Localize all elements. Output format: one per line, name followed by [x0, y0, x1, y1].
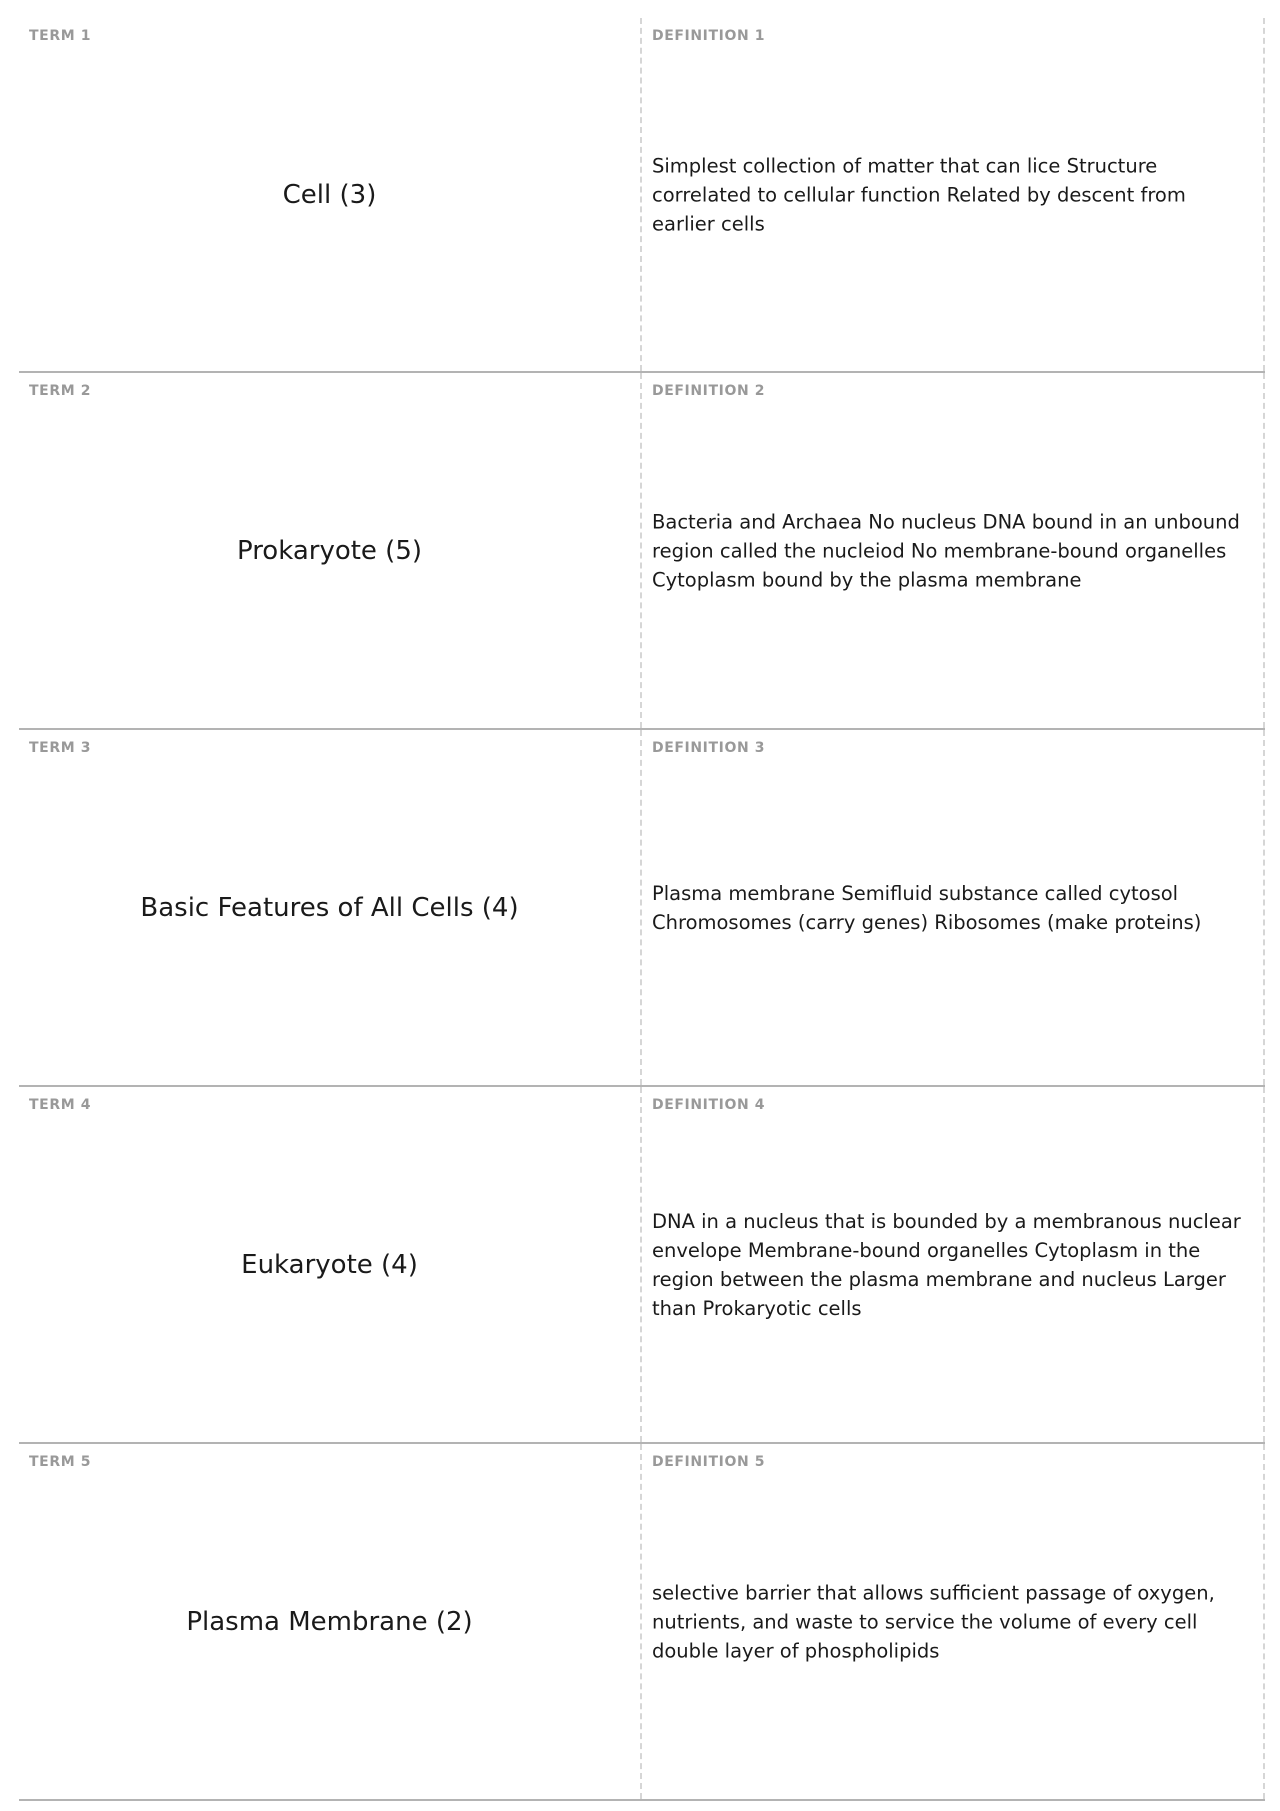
definition-text: Bacteria and Archaea No nucleus DNA bound in an unbound region called the nucleiod No membrane-bound organelles Cytoplasm bound by the plasma membrane	[652, 510, 1240, 591]
flashcard-sheet	[19, 18, 1265, 1801]
flashcard-row-4	[19, 1087, 1265, 1444]
definition-cell	[642, 1444, 1265, 1799]
definition-cell	[642, 18, 1265, 371]
definition-cell	[642, 373, 1265, 728]
term-number-label: TERM 3	[29, 740, 92, 756]
definition-number-label: DEFINITION 4	[652, 1097, 766, 1113]
term-cell	[19, 1444, 642, 1799]
definition-text: Simplest collection of matter that can lice Structure correlated to cellular function Related by descent from earlier cells	[652, 154, 1186, 235]
flashcard-row-3	[19, 730, 1265, 1087]
term-number-label: TERM 4	[29, 1097, 92, 1113]
flashcard-row-5	[19, 1444, 1265, 1801]
term-text: Basic Features of All Cells (4)	[140, 892, 519, 923]
definition-number-label: DEFINITION 2	[652, 383, 766, 399]
term-text: Prokaryote (5)	[236, 535, 423, 566]
definition-cell	[642, 730, 1265, 1085]
term-text: Plasma Membrane (2)	[186, 1606, 473, 1637]
definition-text: selective barrier that allows sufficient passage of oxygen, nutrients, and waste to service the volume of every cell double layer of phospholipids	[652, 1581, 1215, 1662]
term-cell	[19, 730, 642, 1085]
definition-cell	[642, 1087, 1265, 1442]
flashcard-row-2	[19, 373, 1265, 730]
definition-text: DNA in a nucleus that is bounded by a membranous nuclear envelope Membrane-bound organelles Cytoplasm in the region between the plasma membrane and nucleus Larger than Prokaryotic cells	[652, 1209, 1241, 1320]
definition-number-label: DEFINITION 5	[652, 1454, 766, 1470]
term-number-label: TERM 5	[29, 1454, 92, 1470]
definition-text: Plasma membrane Semifluid substance called cytosol Chromosomes (carry genes) Ribosomes (make proteins)	[652, 881, 1202, 934]
term-number-label: TERM 2	[29, 383, 92, 399]
term-cell	[19, 1087, 642, 1442]
term-cell	[19, 18, 642, 371]
definition-number-label: DEFINITION 3	[652, 740, 766, 756]
term-number-label: TERM 1	[29, 28, 92, 44]
term-text: Eukaryote (4)	[241, 1249, 418, 1280]
term-cell	[19, 373, 642, 728]
definition-number-label: DEFINITION 1	[652, 28, 766, 44]
term-text: Cell (3)	[282, 179, 377, 210]
flashcard-row-1	[19, 18, 1265, 373]
